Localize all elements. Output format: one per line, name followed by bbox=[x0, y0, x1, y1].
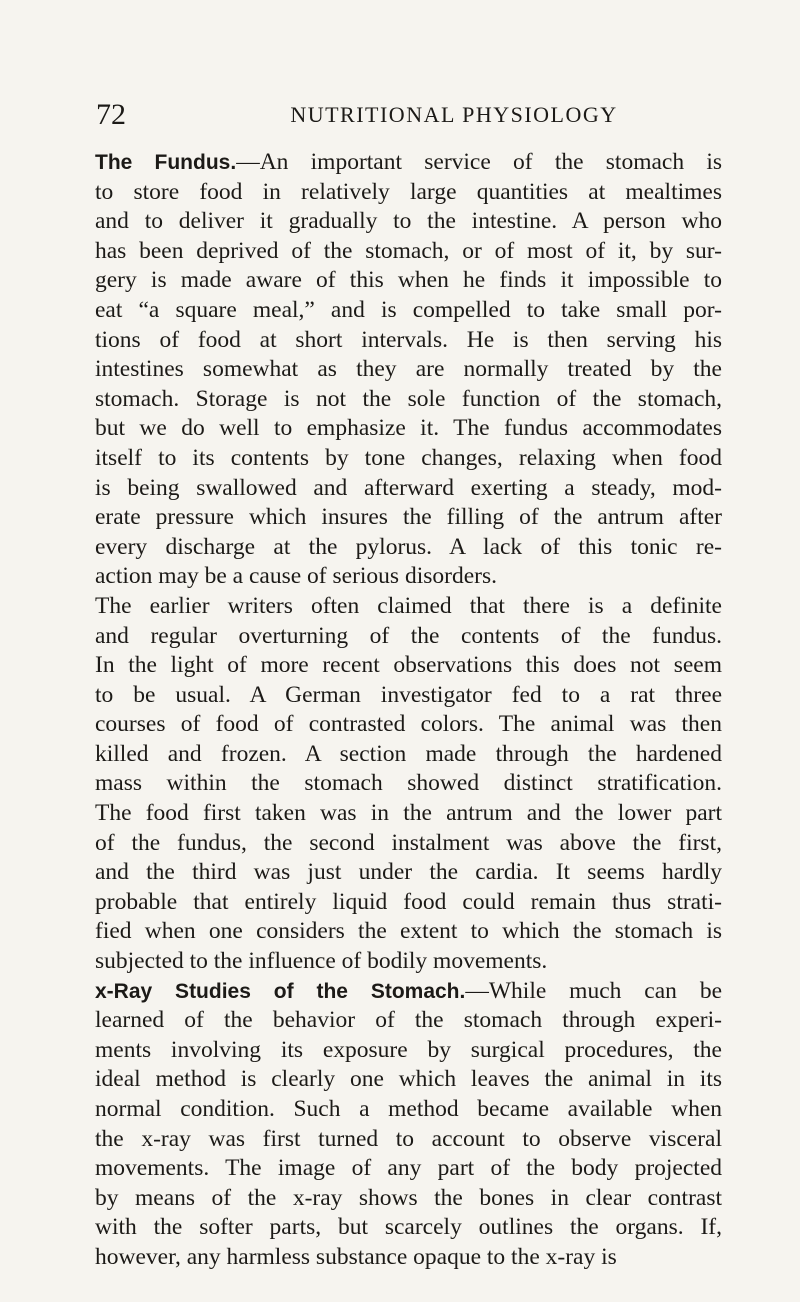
text-line: action may be a cause of serious disorders. bbox=[95, 563, 497, 590]
text-line: and the third was just under the cardia. It seems hardly bbox=[95, 859, 722, 886]
text-line: every discharge at the pylorus. A lack of this tonic re- bbox=[95, 533, 722, 560]
text-line: however, any harmless substance opaque to the x-ray is bbox=[95, 1243, 617, 1270]
text-line: is being swallowed and afterward exerting a steady, mod- bbox=[95, 474, 722, 501]
text-line: The Fundus.—An important service of the stomach is bbox=[95, 149, 722, 175]
section-heading-xray: x-Ray Studies of the Stomach. bbox=[95, 979, 466, 1003]
text-line: intestines somewhat as they are normally treated by the bbox=[95, 356, 722, 383]
paragraph-xray bbox=[95, 977, 722, 1273]
text-line: with the softer parts, but scarcely outlines the organs. If, bbox=[95, 1214, 722, 1241]
text-line: the x-ray was first turned to account to observe visceral bbox=[95, 1125, 722, 1152]
text-line: gery is made aware of this when he finds it impossible to bbox=[95, 267, 722, 294]
text-line: killed and frozen. A section made through the hardened bbox=[95, 740, 722, 767]
text-line: but we do well to emphasize it. The fundus accommodates bbox=[95, 415, 722, 442]
text-line: to store food in relatively large quantities at mealtimes bbox=[95, 178, 722, 205]
text-line: ments involving its exposure by surgical procedures, the bbox=[95, 1036, 722, 1063]
running-head: NUTRITIONAL PHYSIOLOGY bbox=[290, 102, 618, 127]
text-line: stomach. Storage is not the sole function of the stomach, bbox=[95, 385, 722, 412]
text-line: tions of food at short intervals. He is then serving his bbox=[95, 326, 722, 353]
text-line: of the fundus, the second instalment was above the first, bbox=[95, 829, 722, 856]
text-line: movements. The image of any part of the body projected bbox=[95, 1155, 722, 1182]
paragraph-overturning bbox=[95, 592, 722, 977]
text-line: subjected to the influence of bodily movements. bbox=[95, 948, 548, 975]
page-number: 72 bbox=[96, 98, 126, 131]
text-line: itself to its contents by tone changes, relaxing when food bbox=[95, 444, 722, 471]
text-line: probable that entirely liquid food could remain thus strati- bbox=[95, 888, 722, 915]
body-text bbox=[95, 148, 722, 1273]
text-line: and to deliver it gradually to the intestine. A person who bbox=[95, 208, 722, 235]
text-line: has been deprived of the stomach, or of most of it, by sur- bbox=[95, 237, 722, 264]
section-heading-fundus: The Fundus. bbox=[95, 151, 237, 174]
text-line: eat “a square meal,” and is compelled to take small por- bbox=[95, 296, 722, 323]
text-line: ideal method is clearly one which leaves the animal in its bbox=[95, 1066, 722, 1093]
text-line: mass within the stomach showed distinct stratification. bbox=[95, 770, 722, 797]
text-line: x-Ray Studies of the Stomach.—While much can be bbox=[95, 977, 722, 1004]
text-line: learned of the behavior of the stomach through experi- bbox=[95, 1007, 722, 1034]
text-line: by means of the x-ray shows the bones in clear contrast bbox=[95, 1184, 722, 1211]
text-line: The food first taken was in the antrum and the lower part bbox=[95, 800, 722, 827]
text-line: to be usual. A German investigator fed to a rat three bbox=[95, 681, 722, 708]
text-line: courses of food of contrasted colors. The animal was then bbox=[95, 711, 722, 738]
text-line: normal condition. Such a method became available when bbox=[95, 1096, 722, 1122]
text-line: The earlier writers often claimed that there is a definite bbox=[95, 592, 722, 619]
text-line: and regular overturning of the contents of the fundus. bbox=[95, 622, 722, 649]
page-header bbox=[96, 98, 672, 132]
text-line: fied when one considers the extent to which the stomach is bbox=[95, 918, 722, 945]
text-line: erate pressure which insures the filling of the antrum after bbox=[95, 504, 722, 531]
paragraph-fundus bbox=[95, 148, 722, 592]
text-line: In the light of more recent observations this does not seem bbox=[95, 652, 722, 679]
